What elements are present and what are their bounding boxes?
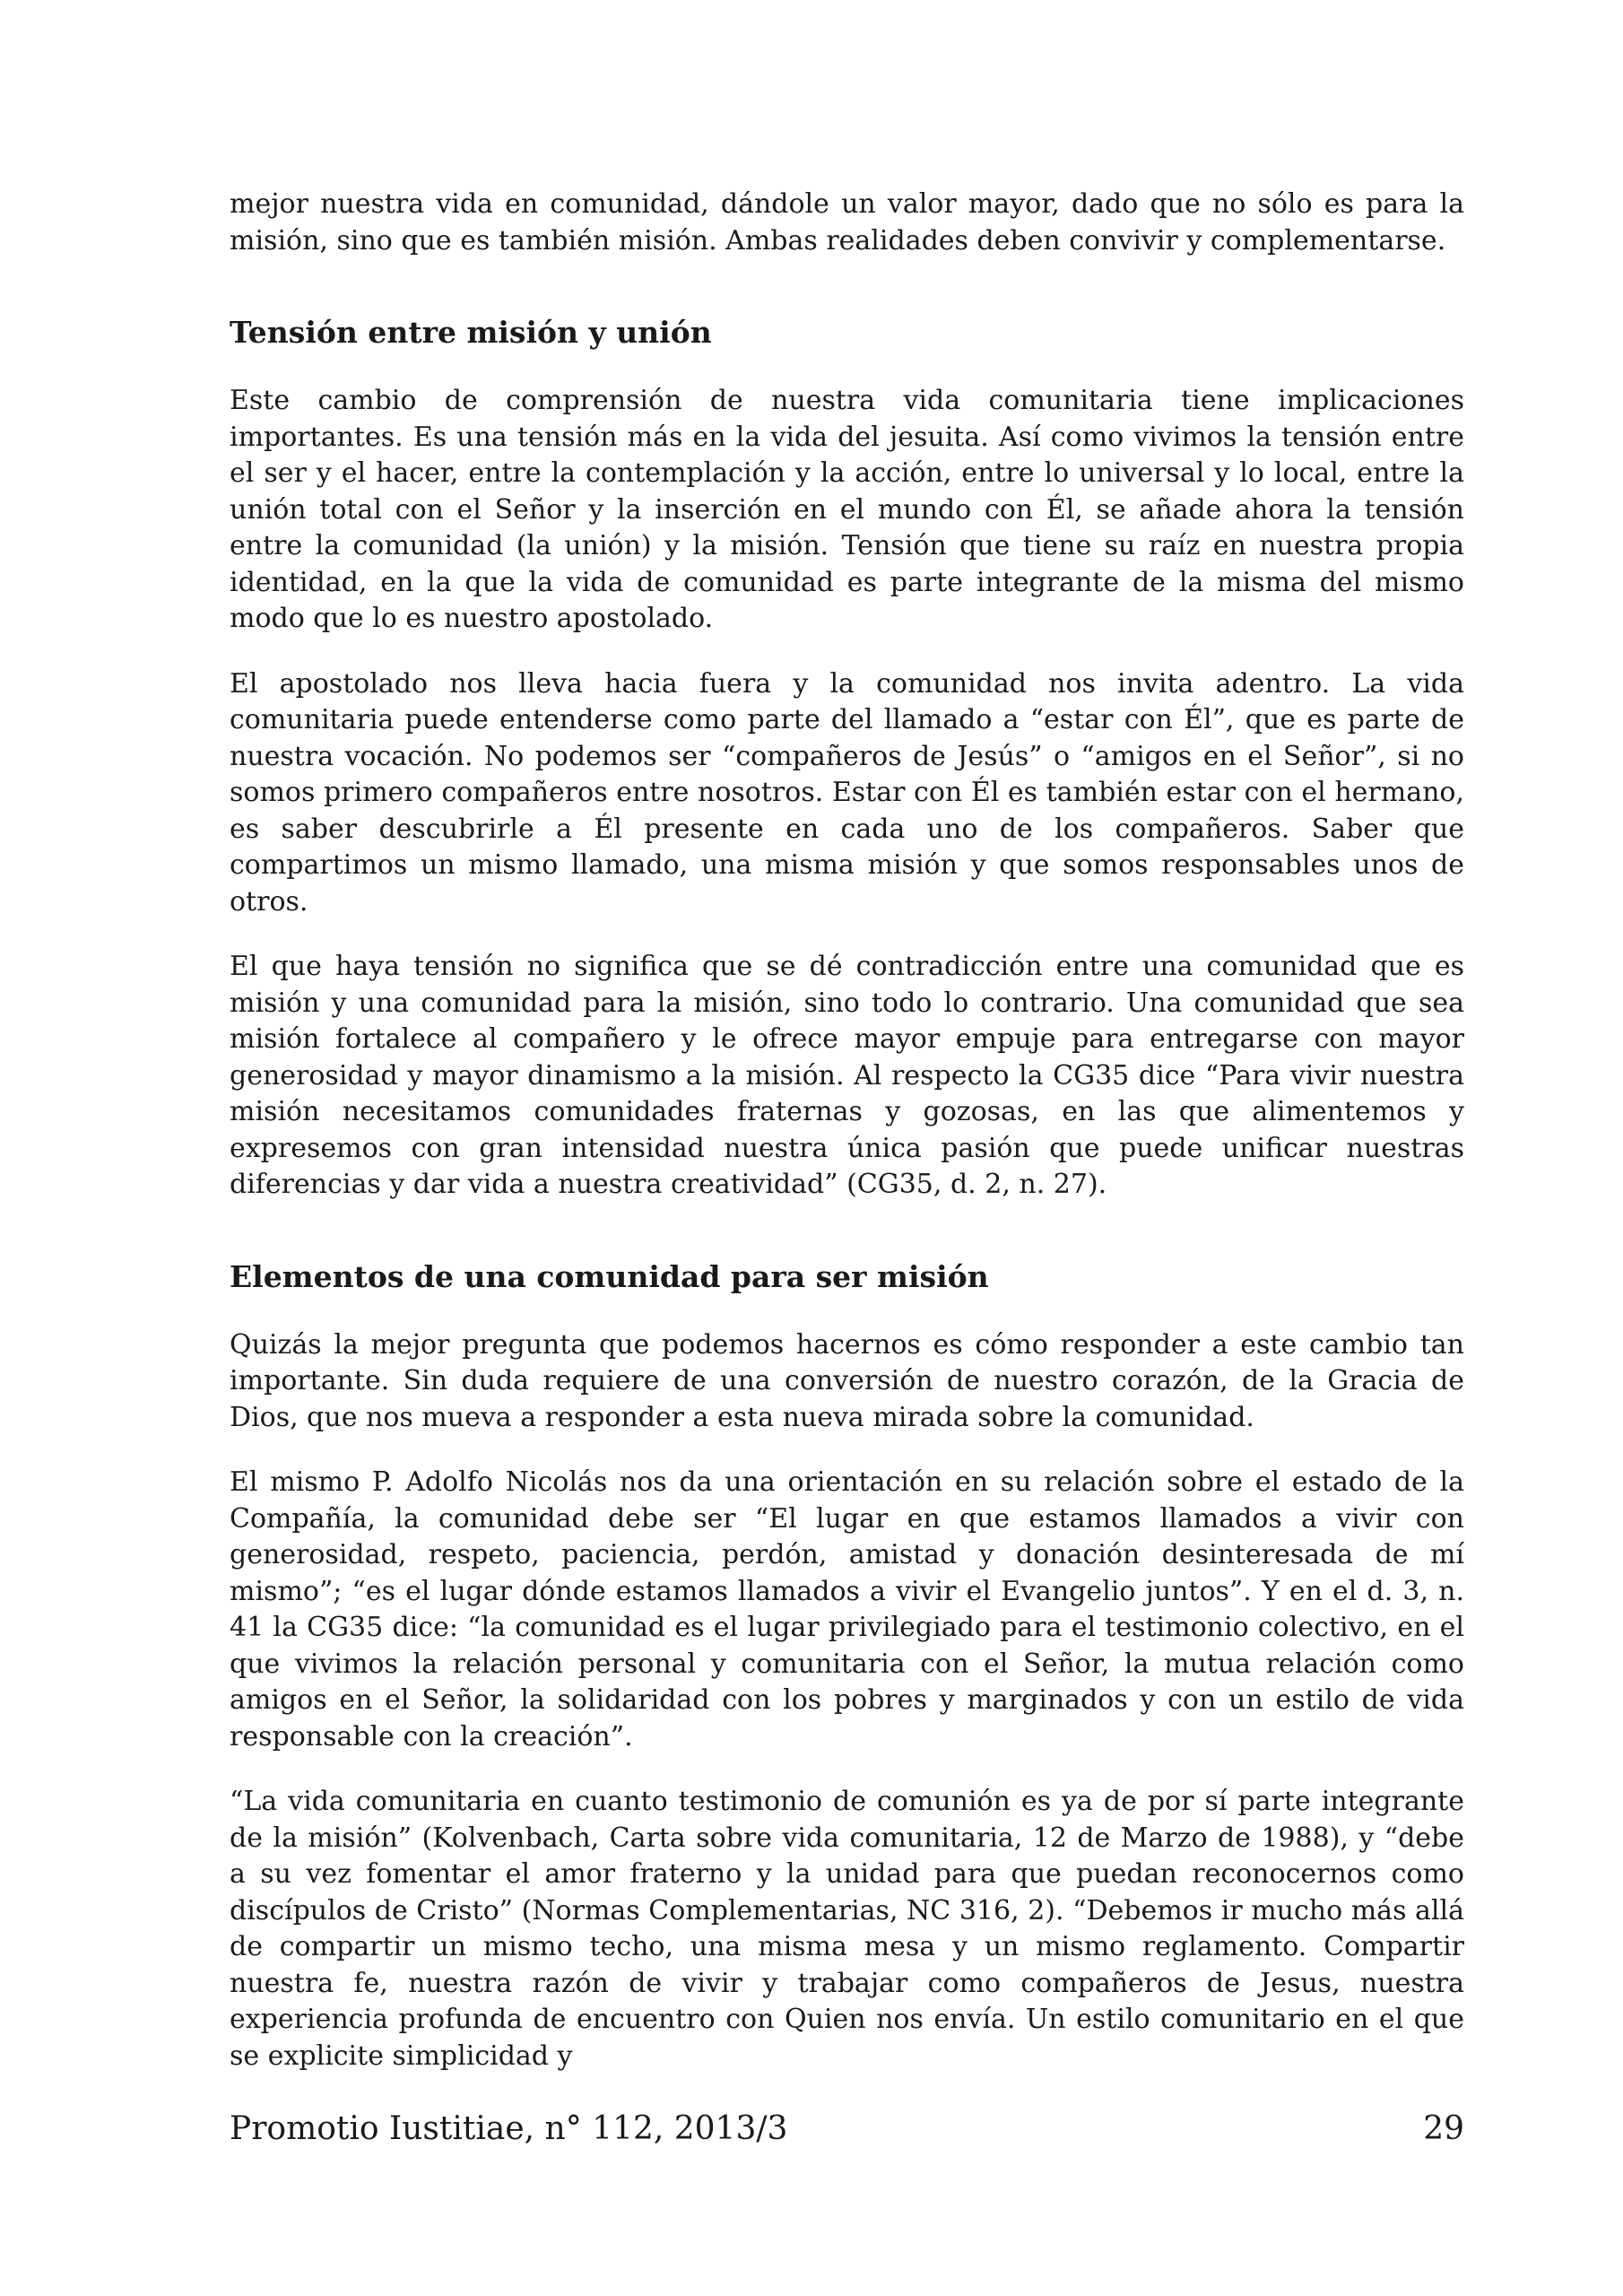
paragraph: Quizás la mejor pregunta que podemos hacernos es cómo responder a este cambio tan importante. Sin duda requiere de una conversión de nuestro corazón, de la Gracia de Dios, que nos mueva a responder a esta nueva mirada sobre la comunidad. (230, 1328, 1464, 1433)
paragraph: El que haya tensión no significa que se dé contradicción entre una comunidad que es misión y una comunidad para la misión, sino todo lo contrario. Una comunidad que sea misión fortalece al compañero y le ofrece mayor empuje para entregarse con mayor generosidad y mayor dinamismo a la misión. Al respecto la CG35 dice “Para vivir nuestra misión necesitamos comunidades fraternas y gozosas, en las que alimentemos y expresemos con gran intensidad nuestra única pasión que puede unificar nuestras diferencias y dar vida a nuestra creatividad” (CG35, d. 2, n. 27). (230, 951, 1464, 1200)
page-body (230, 187, 1464, 2103)
section-heading-elementos: Elementos de una comunidad para ser misión (230, 1258, 989, 1294)
paragraph: Este cambio de comprensión de nuestra vida comunitaria tiene implicaciones importantes. Es una tensión más en la vida del jesuita. Así como vivimos la tensión entre el ser y el hacer, entre la contemplación y la acción, entre lo universal y lo local, entre la unión total con el Señor y la inserción en el mundo con Él, se añade ahora la tensión entre la comunidad (la unión) y la misión. Tensión que tiene su raíz en nuestra propia identidad, en la que la vida de comunidad es parte integrante de la misma del mismo modo que lo es nuestro apostolado. (230, 385, 1464, 634)
paragraph: El apostolado nos lleva hacia fuera y la comunidad nos invita adentro. La vida comunitaria puede entenderse como parte del llamado a “estar con Él”, que es parte de nuestra vocación. No podemos ser “compañeros de Jesús” o “amigos en el Señor”, si no somos primero compañeros entre nosotros. Estar con Él es también estar con el hermano, es saber descubrirle a Él presente en cada uno de los compañeros. Saber que compartimos un mismo llamado, una misma misión y que somos responsables unos de otros. (230, 667, 1464, 918)
paragraph: El mismo P. Adolfo Nicolás nos da una orientación en su relación sobre el estado de la Compañía, la comunidad debe ser “El lugar en que estamos llamados a vivir con generosidad, respeto, paciencia, perdón, amistad y donación desinteresada de mí mismo”; “es el lugar dónde estamos llamados a vivir el Evangelio juntos”. Y en el d. 3, n. 41 la CG35 dice: “la comunidad es el lugar privilegiado para el testimonio colectivo, en el que vivimos la relación personal y comunitaria con el Señor, la mutua relación como amigos en el Señor, la solidaridad con los pobres y marginados y con un estilo de vida responsable con la creación”. (230, 1466, 1464, 1752)
page-footer (230, 2108, 1464, 2151)
footer-publication: Promotio Iustitiae, n° 112, 2013/3 (230, 2110, 788, 2147)
intro-paragraph: mejor nuestra vida en comunidad, dándole un valor mayor, dado que no sólo es para la misión, sino que es también misión. Ambas realidades deben convivir y complementarse. (230, 188, 1464, 257)
section-heading-tension: Tensión entre misión y unión (230, 315, 712, 350)
page-number: 29 (1423, 2110, 1464, 2147)
paragraph: “La vida comunitaria en cuanto testimonio de comunión es ya de por sí parte integrante de la misión” (Kolvenbach, Carta sobre vida comunitaria, 12 de Marzo de 1988), y “debe a su vez fomentar el amor fraterno y la unidad para que puedan reconocernos como discípulos de Cristo” (Normas Complementarias, NC 316, 2). “Debemos ir mucho más allá de compartir un mismo techo, una misma mesa y un mismo reglamento. Compartir nuestra fe, nuestra razón de vivir y trabajar como compañeros de Jesus, nuestra experiencia profunda de encuentro con Quien nos envía. Un estilo comunitario en el que se explicite simplicidad y (230, 1786, 1464, 2072)
